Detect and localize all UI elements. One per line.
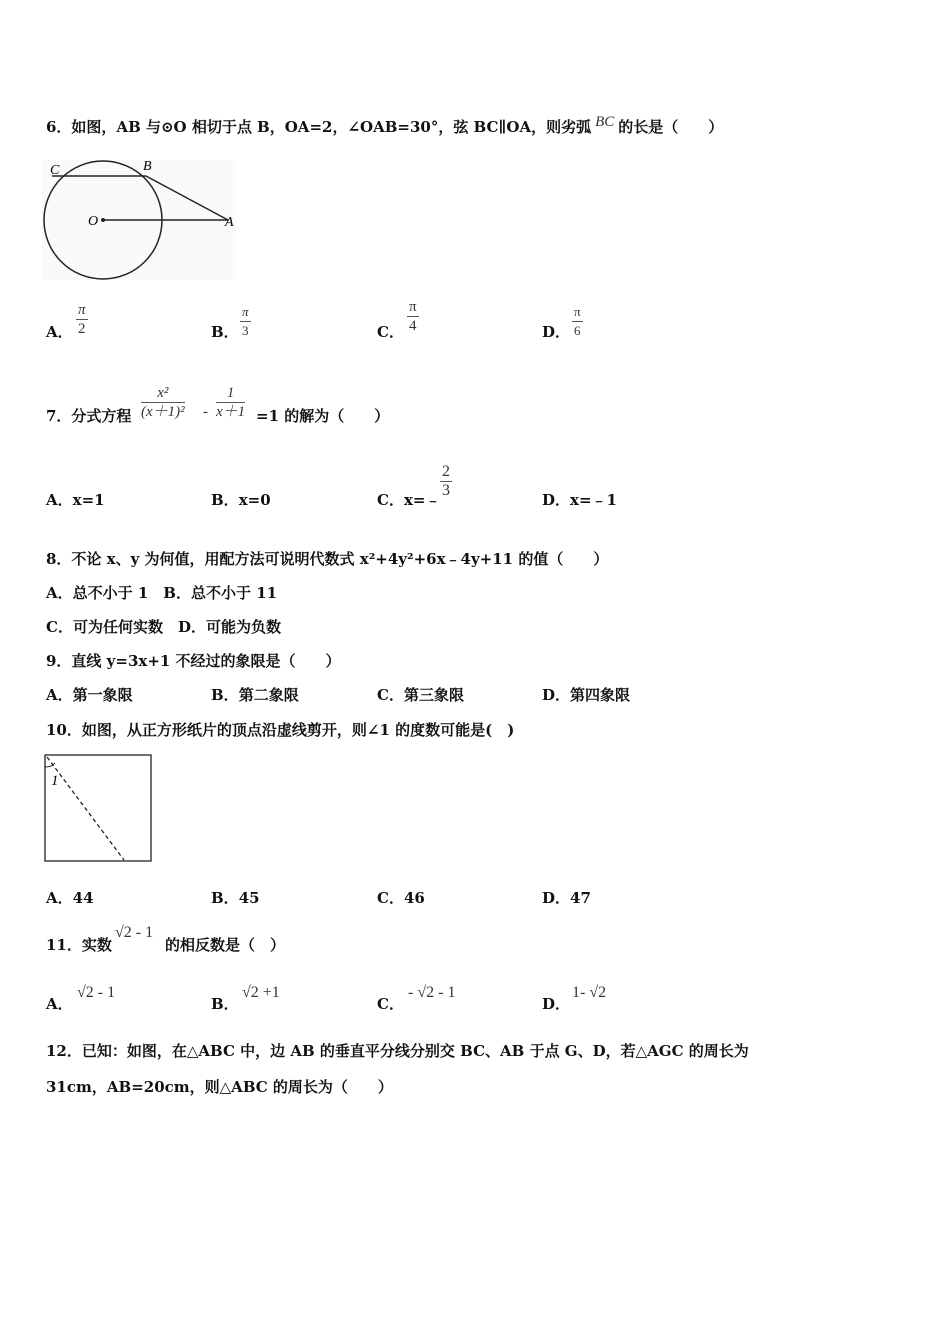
q11-option-a-expr: √2 - 1 bbox=[77, 984, 116, 1001]
option-letter: C． bbox=[377, 686, 404, 704]
q7-prefix: 7．分式方程 bbox=[46, 407, 132, 425]
q9-option-c bbox=[377, 684, 464, 705]
q6-option-d-frac bbox=[572, 303, 583, 340]
frac-den: 3 bbox=[242, 323, 249, 338]
q7-option-b bbox=[211, 489, 271, 510]
option-letter: D． bbox=[542, 889, 571, 907]
option-text: x=﹣1 bbox=[570, 491, 617, 509]
option-letter: D． bbox=[542, 491, 571, 509]
q7-fraction-2 bbox=[216, 384, 245, 421]
option-letter: B． bbox=[211, 491, 239, 509]
frac-num: 1 bbox=[216, 384, 245, 403]
frac-den: 4 bbox=[409, 318, 417, 334]
option-text: 45 bbox=[238, 889, 260, 907]
frac-den: 2 bbox=[78, 321, 86, 337]
frac-den: (x＋1)² bbox=[141, 404, 185, 420]
angle-label: 1 bbox=[51, 773, 59, 789]
frac-num: x² bbox=[141, 384, 185, 403]
q7-minus: - bbox=[203, 404, 208, 420]
q11-option-d-expr: 1- √2 bbox=[572, 984, 607, 1001]
q11-expr: √2 - 1 bbox=[115, 924, 154, 941]
q11-option-a-letter: A． bbox=[46, 995, 73, 1013]
option-text: x=0 bbox=[238, 491, 271, 509]
q6-option-a-frac bbox=[76, 301, 88, 338]
q11-option-d-letter: D． bbox=[542, 995, 571, 1013]
q11-option-b-letter: B． bbox=[211, 995, 239, 1013]
q6-option-a-letter: A． bbox=[46, 323, 73, 341]
frac-num: π bbox=[78, 302, 86, 318]
q6-option-c-frac bbox=[407, 298, 419, 335]
q10-option-b bbox=[211, 887, 260, 908]
option-letter: A． bbox=[46, 686, 73, 704]
q10-stem: 10．如图，从正方形纸片的顶点沿虚线剪开，则∠1 的度数可能是( ) bbox=[46, 721, 515, 739]
q8-options-line-2: C．可为任何实数 D．可能为负数 bbox=[46, 618, 281, 636]
q11-suffix: 的相反数是（ ） bbox=[165, 936, 286, 954]
q6-figure bbox=[42, 156, 242, 282]
option-text: 47 bbox=[570, 889, 591, 907]
angle-arc bbox=[45, 763, 55, 767]
option-text: x=﹣ bbox=[403, 491, 441, 509]
option-text: 第三象限 bbox=[403, 686, 464, 704]
option-letter: B． bbox=[211, 686, 239, 704]
q6-option-c-letter: C． bbox=[377, 323, 404, 341]
label-b: B bbox=[143, 159, 152, 174]
q11-prefix: 11．实数 bbox=[46, 936, 112, 954]
q10-option-a bbox=[46, 887, 94, 908]
frac-den: x＋1 bbox=[216, 404, 246, 420]
option-letter: C． bbox=[377, 491, 404, 509]
square-paper bbox=[45, 755, 151, 861]
option-text: x=1 bbox=[72, 491, 105, 509]
frac-den: 6 bbox=[574, 323, 581, 338]
option-text: 46 bbox=[403, 889, 425, 907]
q9-option-b bbox=[211, 684, 299, 705]
q10-figure bbox=[44, 754, 154, 864]
q6-text-a: 6．如图，AB 与⊙O 相切于点 B，OA=2，∠OAB=30°，弦 BC∥OA，则劣弧 bbox=[46, 118, 592, 136]
center-dot bbox=[101, 218, 105, 222]
frac-num: π bbox=[572, 303, 583, 322]
label-o: O bbox=[88, 214, 99, 229]
q9-option-a bbox=[46, 684, 133, 705]
q6-option-b-frac bbox=[240, 303, 251, 340]
q6-option-d-letter: D． bbox=[542, 323, 571, 341]
q10-option-c bbox=[377, 887, 425, 908]
q6-stem bbox=[46, 116, 723, 137]
q12-stem-line-2: 31cm，AB=20cm，则△ABC 的周长为（ ） bbox=[46, 1078, 393, 1096]
q7-suffix: =1 的解为（ ） bbox=[256, 407, 390, 425]
q7-option-c-frac bbox=[440, 463, 452, 500]
option-text: 44 bbox=[72, 889, 94, 907]
option-letter: A． bbox=[46, 491, 73, 509]
option-letter: D． bbox=[542, 686, 571, 704]
q6-text-b: 的长是（ ） bbox=[618, 118, 724, 136]
frac-num: π bbox=[409, 299, 417, 315]
q9-option-d bbox=[542, 684, 630, 705]
label-c: C bbox=[50, 163, 60, 178]
q11-option-c-expr: - √2 - 1 bbox=[408, 984, 456, 1001]
label-a: A bbox=[225, 215, 234, 230]
cut-line bbox=[47, 757, 124, 860]
q6-option-b-letter: B． bbox=[211, 323, 239, 341]
frac-den: 3 bbox=[442, 482, 450, 499]
q6-arc-label: BC bbox=[595, 114, 615, 130]
q8-stem: 8．不论 x、y 为何值，用配方法可说明代数式 x²+4y²+6x﹣4y+11 的值（ ） bbox=[46, 550, 609, 568]
q7-option-a bbox=[46, 489, 105, 510]
q7-fraction-1 bbox=[141, 384, 185, 421]
frac-num: 2 bbox=[442, 463, 450, 480]
option-text: 第一象限 bbox=[72, 686, 133, 704]
option-letter: B． bbox=[211, 889, 239, 907]
q9-stem: 9．直线 y=3x+1 不经过的象限是（ ） bbox=[46, 652, 341, 670]
q11-option-b-expr: √2 +1 bbox=[242, 984, 280, 1001]
q8-options-line-1: A．总不小于 1 B．总不小于 11 bbox=[46, 584, 278, 602]
q7-option-d bbox=[542, 489, 617, 510]
q10-option-d bbox=[542, 887, 591, 908]
option-text: 第二象限 bbox=[238, 686, 299, 704]
option-letter: A． bbox=[46, 889, 73, 907]
q12-stem-line-1: 12．已知：如图，在△ABC 中，边 AB 的垂直平分线分别交 BC、AB 于点 G、D，若△AGC 的周长为 bbox=[46, 1042, 749, 1060]
option-letter: C． bbox=[377, 889, 404, 907]
q7-option-c bbox=[377, 489, 440, 510]
q11-option-c-letter: C． bbox=[377, 995, 404, 1013]
option-text: 第四象限 bbox=[570, 686, 631, 704]
frac-num: π bbox=[240, 303, 251, 322]
